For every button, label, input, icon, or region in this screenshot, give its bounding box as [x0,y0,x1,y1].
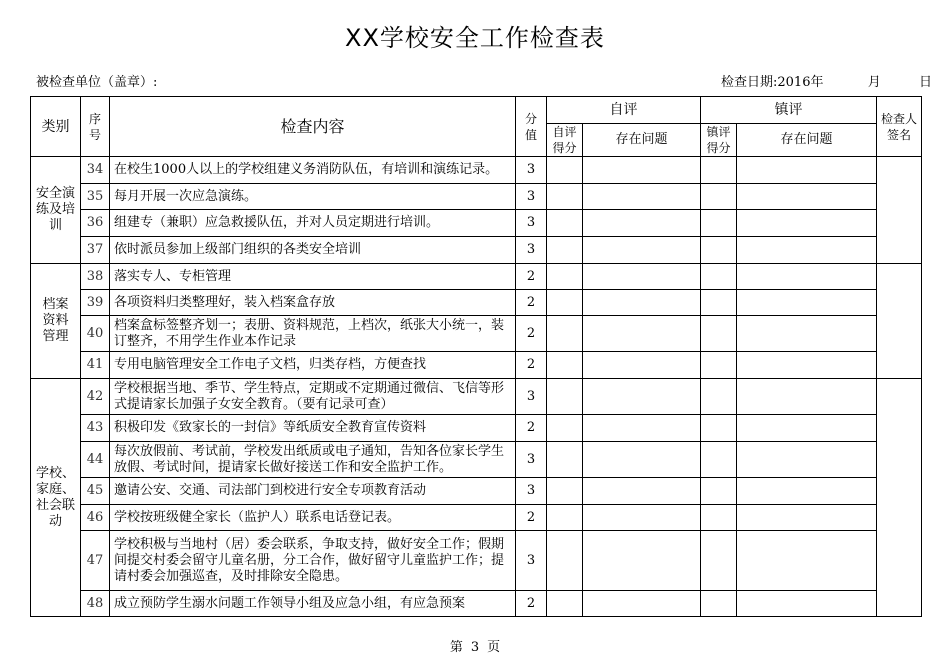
self-score-cell[interactable] [547,290,583,316]
row-points: 3 [516,210,547,237]
row-points: 2 [516,591,547,617]
row-seq: 41 [81,352,110,379]
row-content: 积极印发《致家长的一封信》等纸质安全教育宣传资料 [110,415,516,442]
town-score-cell[interactable] [701,316,737,352]
table-row [31,478,922,505]
town-score-cell[interactable] [701,237,737,264]
town-issues-cell[interactable] [737,352,877,379]
town-issues-cell[interactable] [737,316,877,352]
row-seq: 46 [81,505,110,531]
self-score-cell[interactable] [547,316,583,352]
inspected-unit-label: 被检查单位（盖章）: [36,75,158,90]
row-seq: 43 [81,415,110,442]
table-row [31,591,922,617]
row-content: 档案盒标签整齐划一；表册、资料规范，上档次，纸张大小统一，装订整齐，不用学生作业本作记录 [110,316,516,352]
table-row [31,184,922,210]
footer-page-number: 3 [470,640,480,655]
town-issues-cell[interactable] [737,237,877,264]
self-issues-cell[interactable] [583,379,701,415]
inspector-signature-cell[interactable] [877,264,922,379]
row-content: 学校根据当地、季节、学生特点，定期或不定期通过微信、飞信等形式提请家长加强子女安全教育。（要有记录可查） [110,379,516,415]
self-score-cell[interactable] [547,591,583,617]
row-seq: 40 [81,316,110,352]
self-score-cell[interactable] [547,505,583,531]
self-score-cell[interactable] [547,442,583,478]
header-town-issues: 存在问题 [737,124,877,157]
header-town-eval: 镇评 [701,97,877,124]
self-issues-cell[interactable] [583,442,701,478]
row-points: 2 [516,505,547,531]
row-content: 成立预防学生溺水问题工作领导小组及应急小组，有应急预案 [110,591,516,617]
category-cell: 安全演练及培训 [31,157,81,264]
row-content: 依时派员参加上级部门组织的各类安全培训 [110,237,516,264]
self-score-cell[interactable] [547,531,583,591]
table-row [31,157,922,184]
town-score-cell[interactable] [701,157,737,184]
header-points: 分值 [516,97,547,157]
row-seq: 48 [81,591,110,617]
row-content: 每次放假前、考试前，学校发出纸质或电子通知，告知各位家长学生放假、考试时间，提请家长做好接送工作和安全监护工作。 [110,442,516,478]
row-points: 2 [516,316,547,352]
town-issues-cell[interactable] [737,591,877,617]
header-town-score: 镇评得分 [701,124,737,157]
row-points: 2 [516,264,547,290]
town-score-cell[interactable] [701,352,737,379]
self-issues-cell[interactable] [583,264,701,290]
self-score-cell[interactable] [547,264,583,290]
town-issues-cell[interactable] [737,415,877,442]
table-row [31,290,922,316]
row-points: 2 [516,415,547,442]
town-score-cell[interactable] [701,591,737,617]
row-points: 3 [516,478,547,505]
self-issues-cell[interactable] [583,316,701,352]
row-points: 3 [516,531,547,591]
date-label: 检查日期:2016年 [721,75,824,90]
row-seq: 45 [81,478,110,505]
row-seq: 38 [81,264,110,290]
header-self-eval: 自评 [547,97,701,124]
header-inspector: 检查人签名 [877,97,922,157]
header-self-issues: 存在问题 [583,124,701,157]
row-points: 3 [516,237,547,264]
category-cell: 档案资料管理 [31,264,81,379]
self-score-cell[interactable] [547,157,583,184]
footer-suffix: 页 [487,640,501,655]
town-issues-cell[interactable] [737,505,877,531]
table-row [31,505,922,531]
self-issues-cell[interactable] [583,290,701,316]
header-content: 检查内容 [110,97,516,157]
self-score-cell[interactable] [547,237,583,264]
footer-prefix: 第 [449,640,463,655]
self-score-cell[interactable] [547,379,583,415]
self-issues-cell[interactable] [583,210,701,237]
row-content: 专用电脑管理安全工作电子文档，归类存档，方便查找 [110,352,516,379]
self-issues-cell[interactable] [583,478,701,505]
town-issues-cell[interactable] [737,157,877,184]
row-content: 各项资料归类整理好，装入档案盒存放 [110,290,516,316]
town-issues-cell[interactable] [737,210,877,237]
table-row [31,442,922,478]
table-row [31,352,922,379]
header-self-score: 自评得分 [547,124,583,157]
self-issues-cell[interactable] [583,157,701,184]
row-seq: 39 [81,290,110,316]
date-month: 月 [867,75,881,90]
town-issues-cell[interactable] [737,184,877,210]
page-title: XX学校安全工作检查表 [345,24,605,52]
row-points: 2 [516,290,547,316]
table-row [31,531,922,591]
row-seq: 47 [81,531,110,591]
town-issues-cell[interactable] [737,379,877,415]
row-points: 3 [516,379,547,415]
category-cell: 学校、家庭、社会联动 [31,379,81,617]
row-seq: 42 [81,379,110,415]
self-issues-cell[interactable] [583,591,701,617]
row-points: 3 [516,442,547,478]
town-score-cell[interactable] [701,379,737,415]
self-issues-cell[interactable] [583,237,701,264]
date-day: 日 [919,75,933,90]
town-issues-cell[interactable] [737,478,877,505]
town-issues-cell[interactable] [737,264,877,290]
row-points: 3 [516,184,547,210]
row-seq: 44 [81,442,110,478]
page-footer [0,636,950,655]
row-points: 2 [516,352,547,379]
row-content: 组建专（兼职）应急救援队伍，并对人员定期进行培训。 [110,210,516,237]
inspection-table [30,96,922,617]
self-score-cell[interactable] [547,210,583,237]
town-score-cell[interactable] [701,442,737,478]
row-content: 每月开展一次应急演练。 [110,184,516,210]
town-score-cell[interactable] [701,531,737,591]
row-content: 学校积极与当地村（居）委会联系，争取支持，做好安全工作；假期间提交村委会留守儿童名册，分工合作，做好留守儿童监护工作；提请村委会加强巡查，及时排除安全隐患。 [110,531,516,591]
table-row [31,210,922,237]
row-points: 3 [516,157,547,184]
table-row [31,316,922,352]
table-row [31,415,922,442]
inspector-signature-cell[interactable] [877,157,922,264]
town-score-cell[interactable] [701,184,737,210]
row-content: 在校生1000人以上的学校组建义务消防队伍，有培训和演练记录。 [110,157,516,184]
row-content: 邀请公安、交通、司法部门到校进行安全专项教育活动 [110,478,516,505]
table-row [31,379,922,415]
town-score-cell[interactable] [701,210,737,237]
town-issues-cell[interactable] [737,290,877,316]
header-seq: 序号 [81,97,110,157]
town-issues-cell[interactable] [737,531,877,591]
row-seq: 35 [81,184,110,210]
self-issues-cell[interactable] [583,531,701,591]
self-score-cell[interactable] [547,478,583,505]
town-issues-cell[interactable] [737,442,877,478]
row-content: 落实专人、专柜管理 [110,264,516,290]
self-score-cell[interactable] [547,415,583,442]
self-issues-cell[interactable] [583,505,701,531]
self-score-cell[interactable] [547,352,583,379]
self-issues-cell[interactable] [583,415,701,442]
self-score-cell[interactable] [547,184,583,210]
row-seq: 34 [81,157,110,184]
town-score-cell[interactable] [701,478,737,505]
row-seq: 36 [81,210,110,237]
self-issues-cell[interactable] [583,352,701,379]
header-category: 类别 [31,97,81,157]
inspection-date [721,71,932,90]
inspector-signature-cell[interactable] [877,379,922,617]
row-content: 学校按班级健全家长（监护人）联系电话登记表。 [110,505,516,531]
row-seq: 37 [81,237,110,264]
town-score-cell[interactable] [701,264,737,290]
town-score-cell[interactable] [701,290,737,316]
table-row [31,264,922,290]
town-score-cell[interactable] [701,415,737,442]
town-score-cell[interactable] [701,505,737,531]
self-issues-cell[interactable] [583,184,701,210]
table-row [31,237,922,264]
